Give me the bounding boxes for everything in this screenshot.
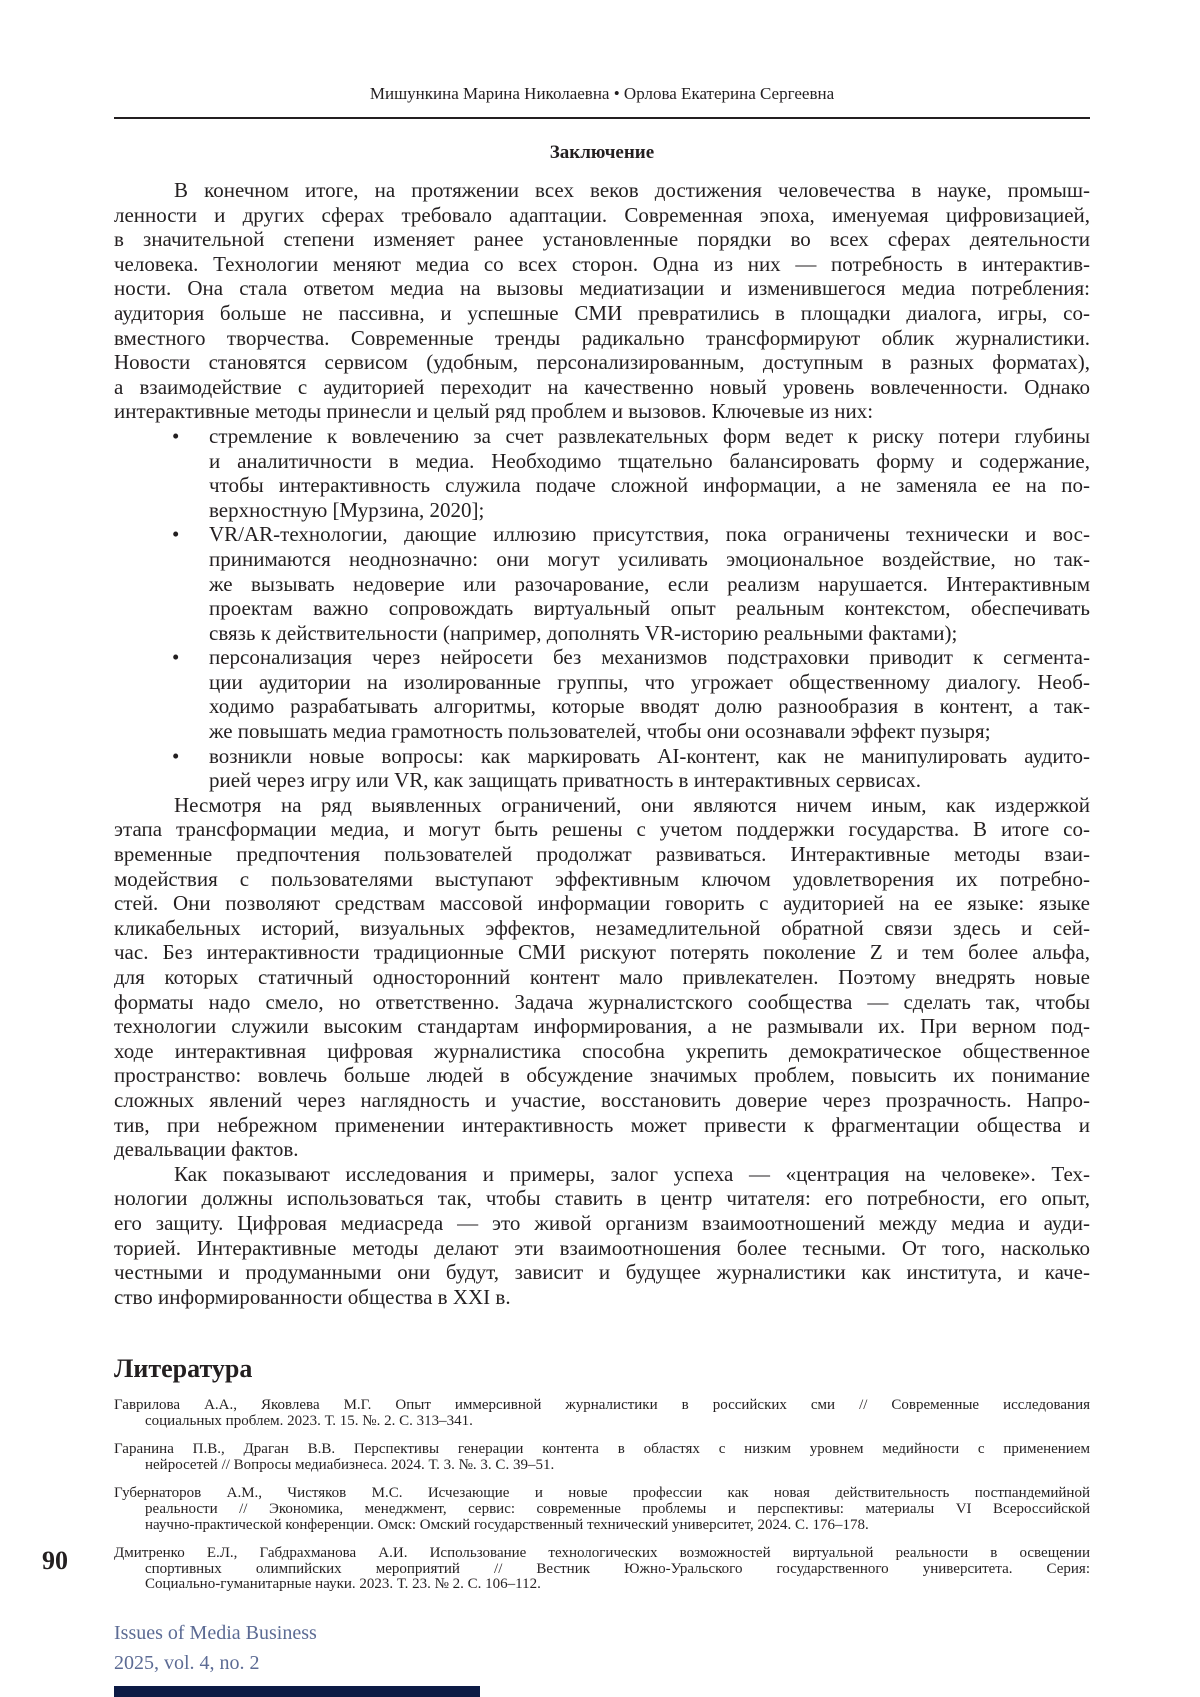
text-line: ходимо разрабатывать алгоритмы, которые вводят долю разнообразия в контент, а так- [209, 694, 1090, 719]
reference-list [114, 1398, 1090, 1606]
bullet-icon: • [172, 744, 179, 769]
bullet-item [114, 522, 1090, 645]
text-line: Несмотря на ряд выявленных ограничений, они являются ничем иным, как издержкой [114, 793, 1090, 818]
text-line: сложных явлений через наглядность и участие, восстановить доверие через прозрачность. Напро- [114, 1088, 1090, 1113]
text-line: тив, при небрежном применении интерактивность может привести к фрагментации общества и [114, 1113, 1090, 1138]
text-line: в значительной степени изменяет ранее установленные порядки во всех сферах деятельности [114, 227, 1090, 252]
text-line: честными и продуманными они будут, зависит и будущее журналистики как института, и каче- [114, 1260, 1090, 1285]
text-line: принимаются неоднозначно: они могут усиливать эмоциональное воздействие, но так- [209, 547, 1090, 572]
footer-journal-title: Issues of Media Business [114, 1622, 317, 1645]
text-line: пространство: вовлечь больше людей в обсуждение значимых проблем, повысить их понимание [114, 1063, 1090, 1088]
literature-heading: Литература [114, 1354, 252, 1384]
text-line: проектам важно сопровождать виртуальный опыт реальным контекстом, обеспечивать [209, 596, 1090, 621]
text-line: персонализация через нейросети без механизмов подстраховки приводит к сегмента- [209, 645, 1090, 670]
reference-entry [114, 1486, 1090, 1533]
text-line: ности. Она стала ответом медиа на вызовы медиатизации и изменившегося медиа потребления: [114, 276, 1090, 301]
text-line: кликабельных историй, визуальных эффектов, незамедлительной обратной связи здесь и сей- [114, 916, 1090, 941]
text-line: а взаимодействие с аудиторией переходит на качественно новый уровень вовлеченности. Однако [114, 375, 1090, 400]
text-line: чтобы интерактивность служила подаче сложной информации, а не заменяла ее на по- [209, 473, 1090, 498]
page-number: 90 [42, 1546, 68, 1576]
reference-entry [114, 1398, 1090, 1429]
text-line: торией. Интерактивные методы делают эти взаимоотношения более тесными. От того, насколько [114, 1236, 1090, 1261]
text-line: ленности и других сферах требовало адаптации. Современная эпоха, именуемая цифровизацией, [114, 203, 1090, 228]
text-line: и аналитичности в медиа. Необходимо тщательно балансировать форму и содержание, [209, 449, 1090, 474]
reference-line: социальных проблем. 2023. Т. 15. №. 2. С. 313–341. [114, 1414, 1090, 1430]
text-line: В конечном итоге, на протяжении всех веков достижения человечества в науке, промыш- [114, 178, 1090, 203]
text-line: вместного творчества. Современные тренды радикально трансформируют облик журналистики. [114, 326, 1090, 351]
text-line: возникли новые вопросы: как маркировать AI-контент, как не манипулировать аудито- [209, 744, 1090, 769]
text-line: верхностную [Мурзина, 2020]; [209, 498, 1090, 523]
text-line: интерактивные методы принесли и целый ряд проблем и вызовов. Ключевые из них: [114, 399, 1090, 424]
reference-line: Дмитренко Е.Л., Габдрахманова А.И. Использование технологических возможностей виртуальной реальности в освещении [114, 1546, 1090, 1562]
footer-volume: 2025, vol. 4, no. 2 [114, 1652, 260, 1675]
paragraph [114, 178, 1090, 424]
bullet-item [114, 744, 1090, 793]
text-line: этапа трансформации медиа, и могут быть решены с учетом поддержки государства. В итоге со- [114, 817, 1090, 842]
text-line: аудитория больше не пассивна, и успешные СМИ превратились в площадки диалога, игры, со- [114, 301, 1090, 326]
reference-line: научно-практической конференции. Омск: Омский государственный технический университет, 2024. С. 176–178. [114, 1518, 1090, 1534]
text-line: же повышать медиа грамотность пользователей, чтобы они осознавали эффект пузыря; [209, 719, 1090, 744]
bullet-item [114, 645, 1090, 743]
text-line: связь к действительности (например, дополнять VR-историю реальными фактами); [209, 621, 1090, 646]
text-line: форматы надо смело, но ответственно. Задача журналистского сообщества — сделать так, чтобы [114, 990, 1090, 1015]
text-line: рией через игру или VR, как защищать приватность в интерактивных сервисах. [209, 768, 1090, 793]
bullet-icon: • [172, 645, 179, 670]
text-line: час. Без интерактивности традиционные СМИ рискуют потерять поколение Z и тем более альфа, [114, 940, 1090, 965]
text-line: ции аудитории на изолированные группы, что угрожает общественному диалогу. Необ- [209, 670, 1090, 695]
reference-line: Гаранина П.В., Драган В.В. Перспективы генерации контента в областях с низким уровнем медийности с применением [114, 1442, 1090, 1458]
text-line: модействия с пользователями выступают эффективным ключом удовлетворения их потребно- [114, 867, 1090, 892]
paragraph [114, 793, 1090, 1162]
text-line: технологии служили высоким стандартам информирования, а не размывали их. При верном под- [114, 1014, 1090, 1039]
article-body [114, 178, 1090, 1309]
reference-entry [114, 1442, 1090, 1473]
text-line: же вызывать недоверие или разочарование, если реализм нарушается. Интерактивным [209, 572, 1090, 597]
bullet-icon: • [172, 424, 179, 449]
running-head-authors: Мишункина Марина Николаевна • Орлова Екатерина Сергеевна [114, 84, 1090, 104]
reference-line: спортивных олимпийских мероприятий // Вестник Южно-Уральского государственного университета. Серия: [114, 1562, 1090, 1578]
text-line: VR/AR-технологии, дающие иллюзию присутствия, пока ограничены технически и вос- [209, 522, 1090, 547]
reference-line: реальности // Экономика, менеджмент, сервис: современные проблемы и перспективы: материалы VI Всероссийской [114, 1502, 1090, 1518]
text-line: стей. Они позволяют средствам массовой информации говорить с аудиторией на ее языке: языке [114, 891, 1090, 916]
section-title: Заключение [114, 142, 1090, 164]
paragraph [114, 1162, 1090, 1310]
text-line: Новости становятся сервисом (удобным, персонализированным, доступным в разных форматах), [114, 350, 1090, 375]
text-line: для которых статичный односторонний контент мало привлекателен. Поэтому внедрять новые [114, 965, 1090, 990]
text-line: его защиту. Цифровая медиасреда — это живой организм взаимоотношений между медиа и ауди- [114, 1211, 1090, 1236]
text-line: ходе интерактивная цифровая журналистика способна укрепить демократическое общественное [114, 1039, 1090, 1064]
header-rule [114, 117, 1090, 119]
reference-line: Социально-гуманитарные науки. 2023. Т. 23. № 2. С. 106–112. [114, 1577, 1090, 1593]
reference-line: нейросетей // Вопросы медиабизнеса. 2024. Т. 3. №. 3. С. 39–51. [114, 1458, 1090, 1474]
reference-entry [114, 1546, 1090, 1593]
text-line: временные предпочтения пользователей продолжат развиваться. Интерактивные методы взаи- [114, 842, 1090, 867]
bullet-item [114, 424, 1090, 522]
bullet-icon: • [172, 522, 179, 547]
text-line: человека. Технологии меняют медиа со всех сторон. Одна из них — потребность в интерактив- [114, 252, 1090, 277]
reference-line: Гаврилова А.А., Яковлева М.Г. Опыт иммерсивной журналистики в российских сми // Современные исследования [114, 1398, 1090, 1414]
reference-line: Губернаторов А.М., Чистяков М.С. Исчезающие и новые профессии как новая действительность постпандемийной [114, 1486, 1090, 1502]
footer-navy-bar [114, 1686, 480, 1697]
text-line: нологии должны использоваться так, чтобы ставить в центр читателя: его потребности, его опыт, [114, 1186, 1090, 1211]
text-line: ство информированности общества в XXI в. [114, 1285, 1090, 1310]
text-line: Как показывают исследования и примеры, залог успеха — «центрация на человеке». Тех- [114, 1162, 1090, 1187]
text-line: девальвации фактов. [114, 1137, 1090, 1162]
text-line: стремление к вовлечению за счет развлекательных форм ведет к риску потери глубины [209, 424, 1090, 449]
